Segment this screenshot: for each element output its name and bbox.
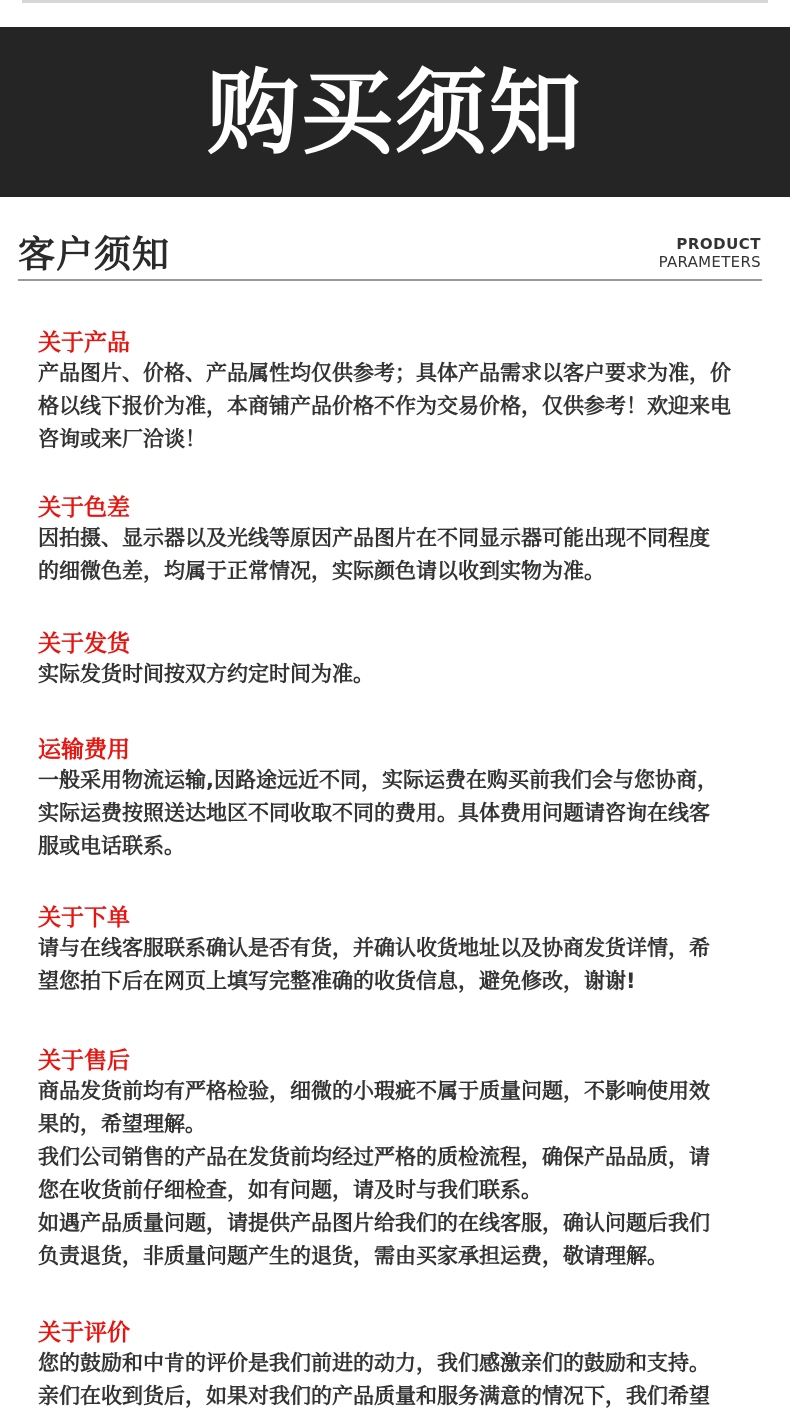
notice-section-freight <box>38 736 758 863</box>
notice-section-shipping <box>38 630 758 691</box>
section-title: 关于评价 <box>38 1320 130 1346</box>
banner-title: 购买须知 <box>206 60 583 167</box>
section-body: 一般采用物流运输,因路途远近不同，实际运费在购买前我们会与您协商， 实际运费按照送达地区不同收取不同的费用。具体费用问题请咨询在线客 服或电话联系。 <box>38 768 718 858</box>
section-title: 关于售后 <box>38 1048 130 1074</box>
section-title: 关于发货 <box>38 631 130 657</box>
section-body: 商品发货前均有严格检验，细微的小瑕疵不属于质量问题，不影响使用效 果的，希望理解。 我们公司销售的产品在发货前均经过严格的质检流程，确保产品品质，请 您在收货前仔细检查，如有问题，请及时与我们联系。 如遇产品质量问题，请提供产品图片给我们的在线客服，确认问题后我们 负责退货，非质量问题产生的退货，需由买家承担运费，敬请理解。 <box>38 1079 710 1268</box>
section-body: 实际发货时间按双方约定时间为准。 <box>38 662 374 686</box>
section-title: 关于下单 <box>38 905 130 931</box>
notice-section-aftersales <box>38 1047 758 1273</box>
page-title: 客户须知 <box>18 233 170 276</box>
section-title: 运输费用 <box>38 737 130 763</box>
section-body: 请与在线客服联系确认是否有货，并确认收货地址以及协商发货详情，希 望您拍下后在网页上填写完整准确的收货信息，避免修改，谢谢! <box>38 936 710 993</box>
top-divider <box>22 0 768 3</box>
section-title: 关于色差 <box>38 495 130 521</box>
notice-section-ordering <box>38 904 758 998</box>
notice-section-product <box>38 329 758 456</box>
notice-section-color <box>38 494 758 588</box>
section-body: 因拍摄、显示器以及光线等原因产品图片在不同显示器可能出现不同程度 的细微色差，均属于正常情况，实际颜色请以收到实物为准。 <box>38 526 710 583</box>
section-header <box>18 222 762 278</box>
section-body: 您的鼓励和中肯的评价是我们前进的动力，我们感激亲们的鼓励和支持。 亲们在收到货后，如果对我们的产品质量和服务满意的情况下，我们希望 <box>38 1351 710 1408</box>
section-title: 关于产品 <box>38 330 130 356</box>
header-english-caption <box>659 235 761 271</box>
banner <box>0 27 790 197</box>
header-english-line2: PARAMETERS <box>658 253 761 271</box>
header-divider <box>18 279 762 281</box>
section-body: 产品图片、价格、产品属性均仅供参考；具体产品需求以客户要求为准，价 格以线下报价为准，本商铺产品价格不作为交易价格，仅供参考！欢迎来电 咨询或来厂洽谈！ <box>38 361 731 451</box>
header-english-line1: PRODUCT <box>676 235 761 253</box>
